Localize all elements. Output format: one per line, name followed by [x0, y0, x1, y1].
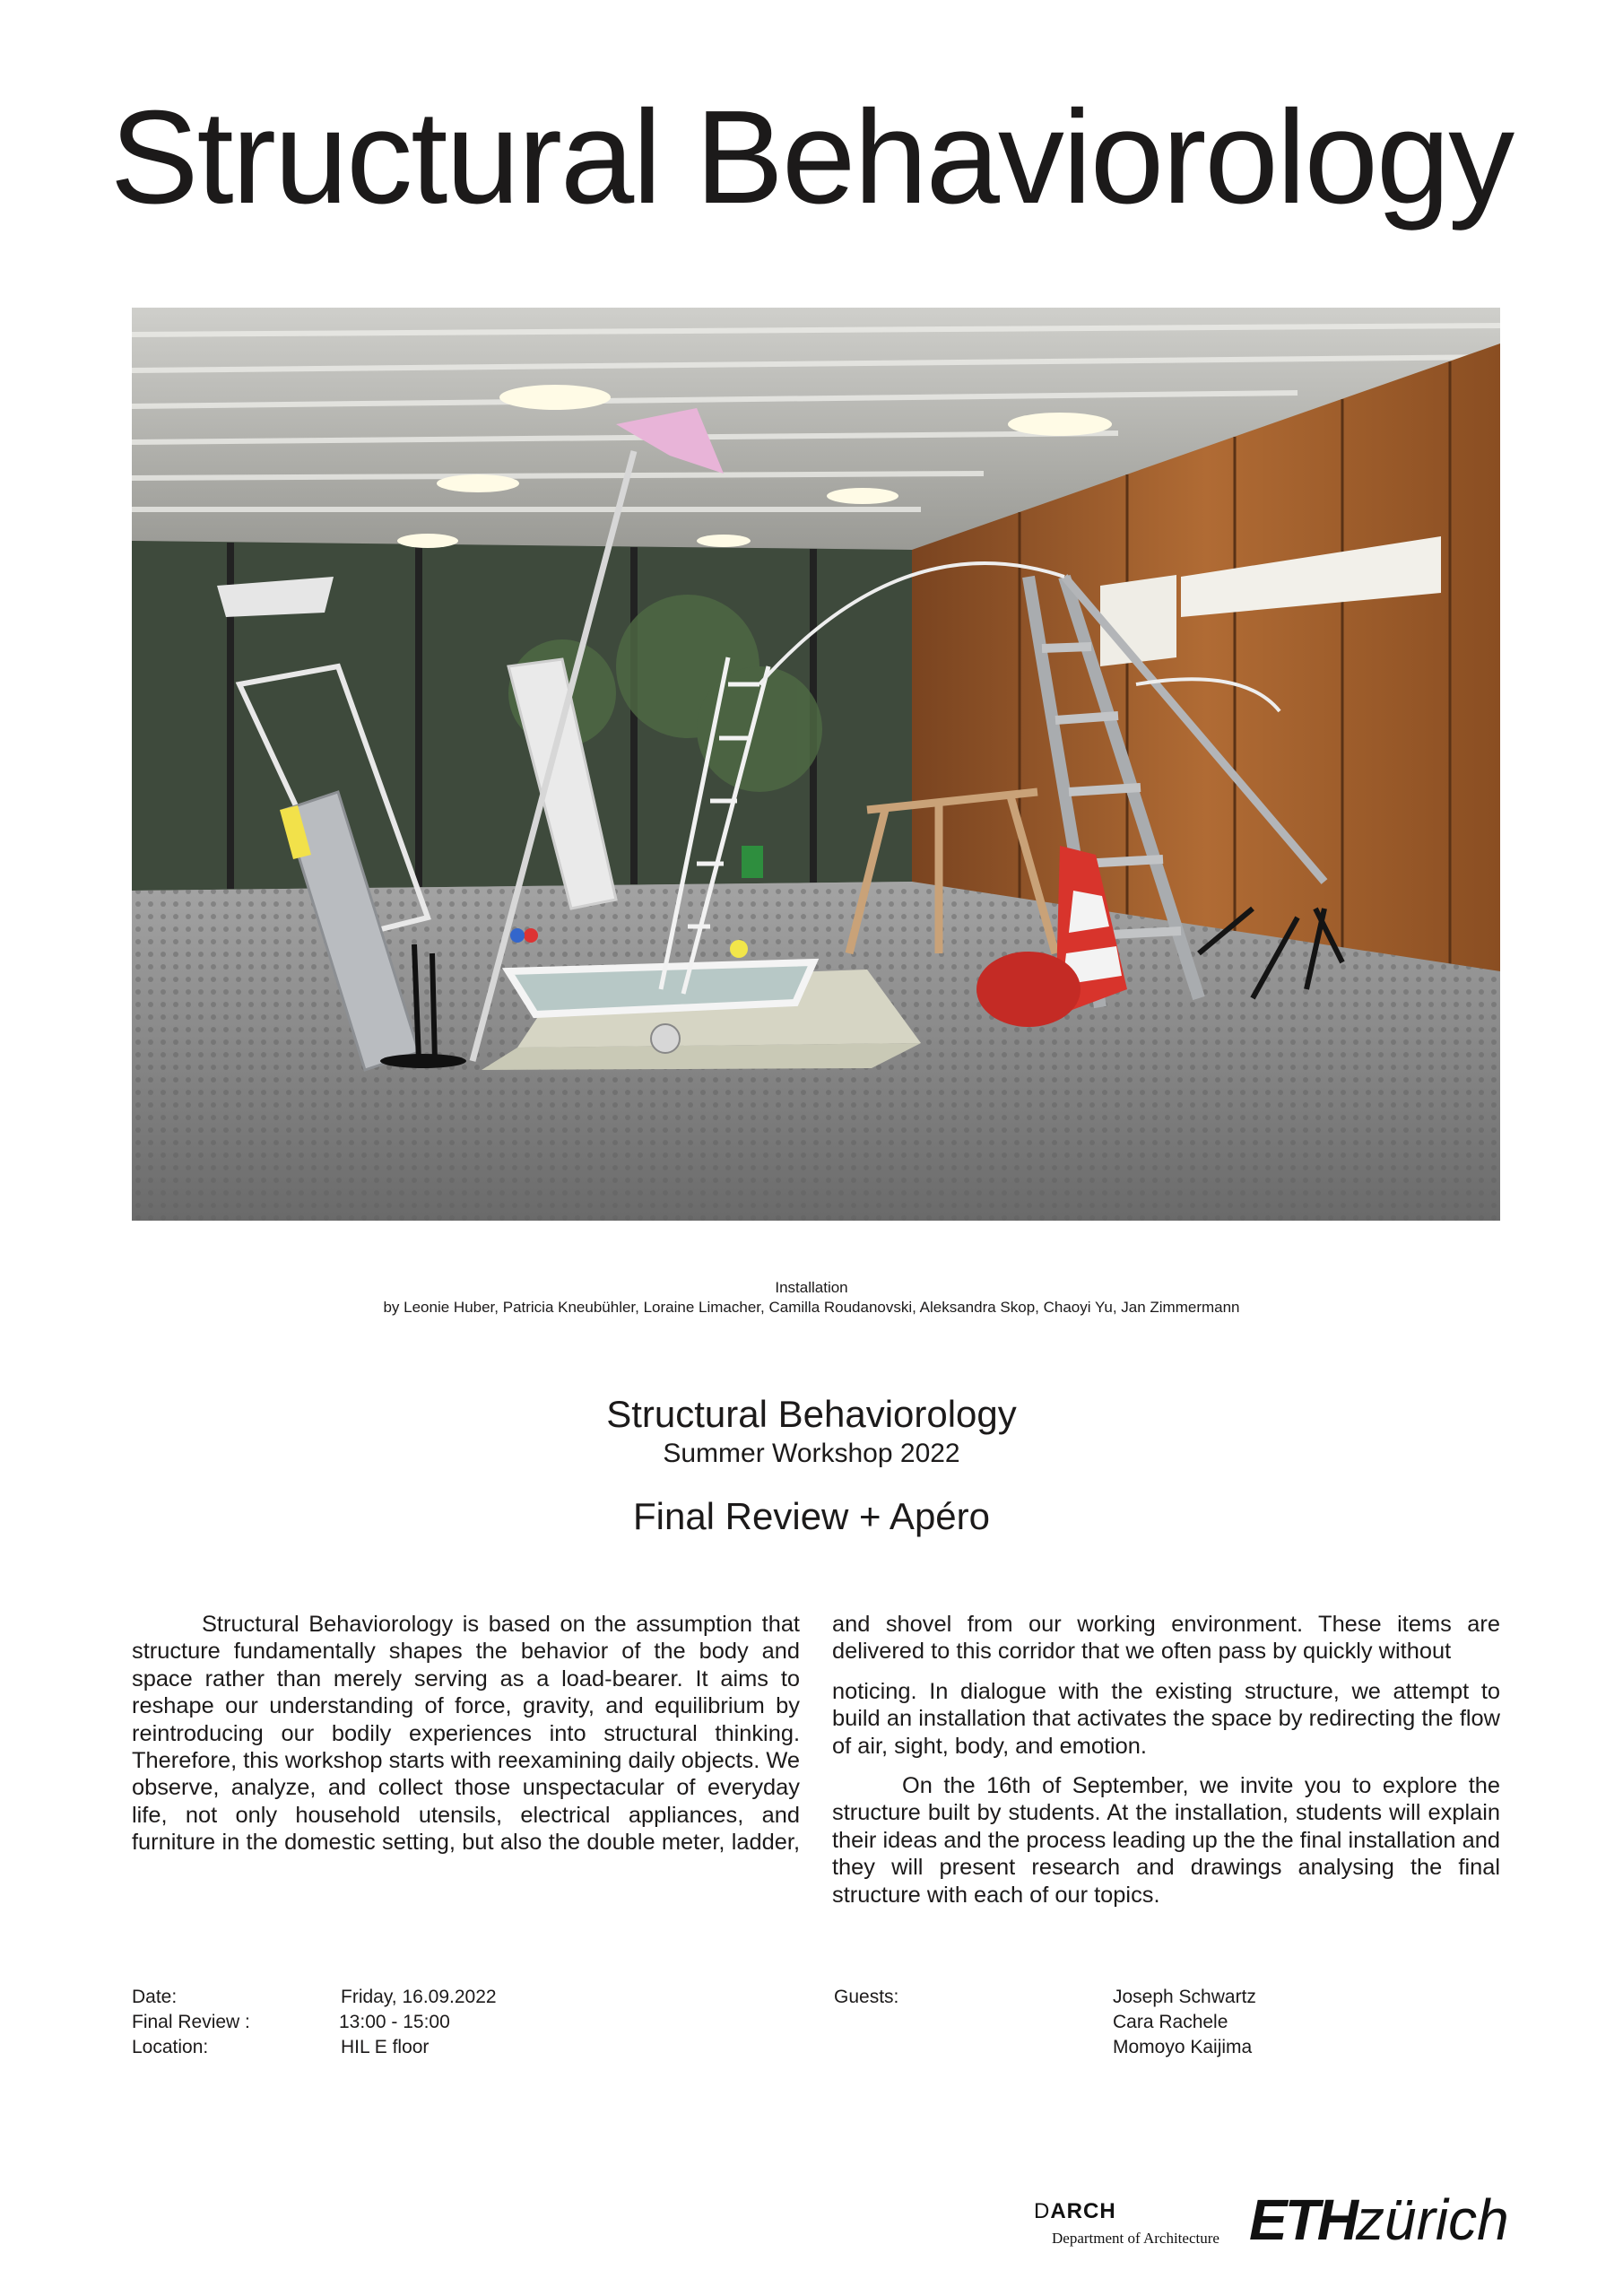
page-title: Structural Behaviorology — [109, 83, 1514, 231]
guest-name: Joseph Schwartz — [1113, 1987, 1256, 2007]
caption-line-1: Installation — [775, 1279, 848, 1296]
installation-photo — [132, 308, 1500, 1221]
eth-zurich-logo — [1249, 2188, 1509, 2251]
body-paragraph-2: On the 16th of September, we invite you to explore the structure built by students. At the installation, students will explain their ideas and the process leading up the the final installation and they will present research and drawings analysing the final structure with each of our topics. — [832, 1773, 1500, 1908]
event-headline: Final Review + Apéro — [632, 1495, 991, 1537]
event-heading — [0, 1392, 1623, 1539]
review-label: Final Review : — [132, 2012, 250, 2032]
guests-label: Guests: — [834, 1987, 899, 2007]
location-value: HIL E floor — [341, 2037, 430, 2057]
guest-name: Momoyo Kaijima — [1113, 2037, 1253, 2057]
event-subtitle: Summer Workshop 2022 — [663, 1439, 960, 1468]
eth-logo-zurich: zürich — [1356, 2187, 1509, 2252]
photo-caption — [0, 1278, 1623, 1318]
darch-logo-d: D — [1034, 2199, 1051, 2223]
darch-logo-arch: ARCH — [1050, 2199, 1116, 2223]
body-paragraph-1-continued: noticing. In dialogue with the existing structure, we attempt to build an installation that activates the space by redirecting the flow of air, sight, body, and emotion. — [832, 1678, 1500, 1759]
review-value: 13:00 - 15:00 — [339, 2012, 450, 2032]
guest-name: Cara Rachele — [1113, 2012, 1228, 2032]
body-text — [132, 1611, 1500, 1909]
date-label: Date: — [132, 1987, 178, 2007]
eth-logo-bold: ETH — [1249, 2187, 1356, 2252]
body-paragraph-1: Structural Behaviorology is based on the assumption that structure fundamentally shapes the behavior of the body and space rather than merely serving as a load-bearer. It aims to reshape our understanding of force, gravity, and equilibrium by reintroducing our bodily experiences into structural thinking. Therefore, this workshop starts with reexamining daily objects. We observe, analyze, and collect those unspectacular of everyday life, not only household utensils, electrical appliances, and furniture in the domestic setting, but also the double meter, ladder, and shovel from our working environment. These items are delivered to this corridor that we often pass by quickly without — [132, 1612, 1500, 1856]
event-title: Structural Behaviorology — [606, 1393, 1017, 1435]
darch-logo-subtitle: Department of Architecture — [1052, 2230, 1219, 2247]
location-label: Location: — [132, 2037, 209, 2057]
darch-logo — [1034, 2199, 1219, 2248]
caption-line-2: by Leonie Huber, Patricia Kneubühler, Loraine Limacher, Camilla Roudanovski, Aleksandra Skop, Chaoyi Yu, Jan Zimmermann — [383, 1299, 1240, 1316]
date-value: Friday, 16.09.2022 — [341, 1987, 497, 2007]
